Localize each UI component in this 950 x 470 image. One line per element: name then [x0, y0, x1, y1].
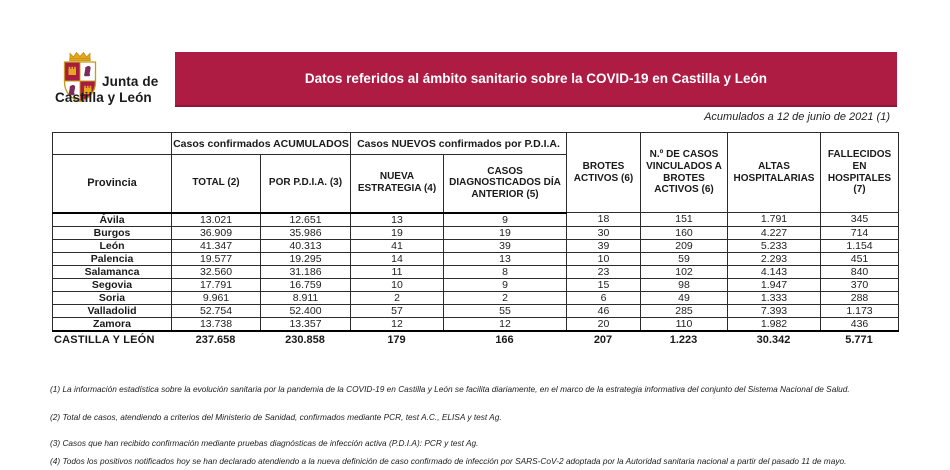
value-cell: 160	[641, 226, 728, 239]
table-row	[53, 213, 899, 227]
value-cell: 31.186	[261, 265, 351, 278]
footnote-3: (3) Casos que han recibido confirmación mediante pruebas diagnósticas de infección activa (P.D.I.A): PCR y test Ag.	[50, 438, 479, 448]
totals-value: 5.771	[845, 333, 873, 346]
footnote-4: (4) Todos los positivos notificados hoy se han declarado atendiendo a la nueva definición de caso confirmado de infección por SARS-CoV-2 adoptada por la Autoridad sanitaria nacional a partir del pasado 11 de mayo.	[50, 456, 847, 466]
table-row	[53, 278, 899, 291]
province-cell: Ávila	[53, 213, 172, 227]
value-cell: 102	[641, 265, 728, 278]
col-header-provincia: Provincia	[53, 155, 172, 213]
value-cell: 15	[567, 278, 641, 291]
totals-value: 166	[495, 333, 514, 346]
table-row	[53, 317, 899, 331]
value-cell: 36.909	[172, 226, 261, 239]
value-cell: 345	[821, 213, 899, 227]
value-cell: 370	[821, 278, 899, 291]
value-cell: 19	[351, 226, 444, 239]
value-cell: 10	[567, 252, 641, 265]
value-cell: 436	[821, 317, 899, 331]
value-cell: 1.333	[728, 291, 821, 304]
value-cell: 10	[351, 278, 444, 291]
covid-data-table	[52, 132, 899, 332]
value-cell: 41	[351, 239, 444, 252]
value-cell: 39	[444, 239, 567, 252]
value-cell: 4.227	[728, 226, 821, 239]
value-cell: 9	[444, 278, 567, 291]
value-cell: 19	[444, 226, 567, 239]
value-cell: 55	[444, 304, 567, 317]
totals-value: 230.858	[285, 333, 325, 346]
value-cell: 59	[641, 252, 728, 265]
value-cell: 8	[444, 265, 567, 278]
value-cell: 52.400	[261, 304, 351, 317]
value-cell: 49	[641, 291, 728, 304]
table-row	[53, 239, 899, 252]
value-cell: 8.911	[261, 291, 351, 304]
province-cell: Burgos	[53, 226, 172, 239]
value-cell: 1.154	[821, 239, 899, 252]
col-header-brotes-activos: BROTES ACTIVOS (6)	[567, 133, 641, 213]
logo-text-line2: Castilla y León	[55, 90, 152, 105]
province-cell: Segovia	[53, 278, 172, 291]
col-header-casos-vinculados: N.º DE CASOS VINCULADOS A BROTES ACTIVOS (6)	[641, 133, 728, 213]
totals-value: 207	[593, 333, 613, 346]
col-header-fallecidos: FALLECIDOS EN HOSPITALES (7)	[821, 133, 899, 213]
group-header-nuevos-pdia: Casos NUEVOS confirmados por P.D.I.A.	[351, 133, 567, 155]
province-cell: Palencia	[53, 252, 172, 265]
value-cell: 285	[641, 304, 728, 317]
value-cell: 19.577	[172, 252, 261, 265]
value-cell: 12	[444, 317, 567, 331]
value-cell: 209	[641, 239, 728, 252]
value-cell: 12	[351, 317, 444, 331]
col-header-por-pdia: POR P.D.I.A. (3)	[261, 155, 351, 213]
value-cell: 18	[567, 213, 641, 227]
value-cell: 151	[641, 213, 728, 227]
totals-label: CASTILLA Y LEÓN	[54, 333, 155, 346]
value-cell: 30	[567, 226, 641, 239]
value-cell: 9	[444, 213, 567, 227]
value-cell: 12.651	[261, 213, 351, 227]
value-cell: 52.754	[172, 304, 261, 317]
col-header-diagnosticados-anterior: CASOS DIAGNOSTICADOS DÍA ANTERIOR (5)	[444, 155, 567, 213]
table-row	[53, 304, 899, 317]
title-banner	[175, 52, 897, 107]
totals-value: 1.223	[669, 333, 698, 346]
value-cell: 16.759	[261, 278, 351, 291]
value-cell: 14	[351, 252, 444, 265]
value-cell: 13.738	[172, 317, 261, 331]
group-header-acumulados: Casos confirmados ACUMULADOS	[172, 133, 351, 155]
province-cell: León	[53, 239, 172, 252]
totals-value: 30.342	[756, 333, 791, 346]
value-cell: 39	[567, 239, 641, 252]
province-cell: Zamora	[53, 317, 172, 331]
value-cell: 9.961	[172, 291, 261, 304]
province-cell: Valladolid	[53, 304, 172, 317]
value-cell: 57	[351, 304, 444, 317]
table-row	[53, 252, 899, 265]
group-header-row	[53, 133, 899, 155]
col-header-altas-hospitalarias: ALTAS HOSPITALARIAS	[728, 133, 821, 213]
value-cell: 714	[821, 226, 899, 239]
value-cell: 1.791	[728, 213, 821, 227]
value-cell: 1.173	[821, 304, 899, 317]
table-row	[53, 226, 899, 239]
table-row	[53, 265, 899, 278]
footnote-1: (1) La información estadística sobre la evolución sanitaria por la pandemia de la COVID-19 en Castilla y León se facilita diariamente, en el marco de la estrategia informativa del conjunto del Sistema Nacional de Salud.	[50, 384, 850, 394]
value-cell: 98	[641, 278, 728, 291]
col-header-nueva-estrategia: NUEVA ESTRATEGIA (4)	[351, 155, 444, 213]
value-cell: 5.233	[728, 239, 821, 252]
totals-row	[52, 332, 898, 347]
value-cell: 13.357	[261, 317, 351, 331]
value-cell: 11	[351, 265, 444, 278]
value-cell: 13	[351, 213, 444, 227]
province-cell: Soria	[53, 291, 172, 304]
value-cell: 23	[567, 265, 641, 278]
value-cell: 2	[351, 291, 444, 304]
value-cell: 19.295	[261, 252, 351, 265]
value-cell: 41.347	[172, 239, 261, 252]
accumulated-date-note: Acumulados a 12 de junio de 2021 (1)	[704, 111, 890, 123]
value-cell: 13.021	[172, 213, 261, 227]
value-cell: 46	[567, 304, 641, 317]
value-cell: 13	[444, 252, 567, 265]
value-cell: 32.560	[172, 265, 261, 278]
value-cell: 1.982	[728, 317, 821, 331]
col-header-total: TOTAL (2)	[172, 155, 261, 213]
totals-value: 179	[387, 333, 406, 346]
page-title: Datos referidos al ámbito sanitario sobre la COVID-19 en Castilla y León	[304, 71, 768, 86]
value-cell: 17.791	[172, 278, 261, 291]
table-row	[53, 291, 899, 304]
corner-spacer	[53, 133, 172, 155]
value-cell: 840	[821, 265, 899, 278]
logo-text-line1: Junta de	[102, 74, 159, 89]
value-cell: 35.986	[261, 226, 351, 239]
value-cell: 40.313	[261, 239, 351, 252]
value-cell: 6	[567, 291, 641, 304]
province-cell: Salamanca	[53, 265, 172, 278]
value-cell: 451	[821, 252, 899, 265]
value-cell: 4.143	[728, 265, 821, 278]
totals-value: 237.658	[195, 333, 236, 346]
value-cell: 2.293	[728, 252, 821, 265]
value-cell: 1.947	[728, 278, 821, 291]
value-cell: 7.393	[728, 304, 821, 317]
value-cell: 20	[567, 317, 641, 331]
value-cell: 110	[641, 317, 728, 331]
footnote-2: (2) Total de casos, atendiendo a criterios del Ministerio de Sanidad, confirmados mediante PCR, test A.C., ELISA y test Ag.	[50, 412, 502, 422]
value-cell: 2	[444, 291, 567, 304]
value-cell: 288	[821, 291, 899, 304]
